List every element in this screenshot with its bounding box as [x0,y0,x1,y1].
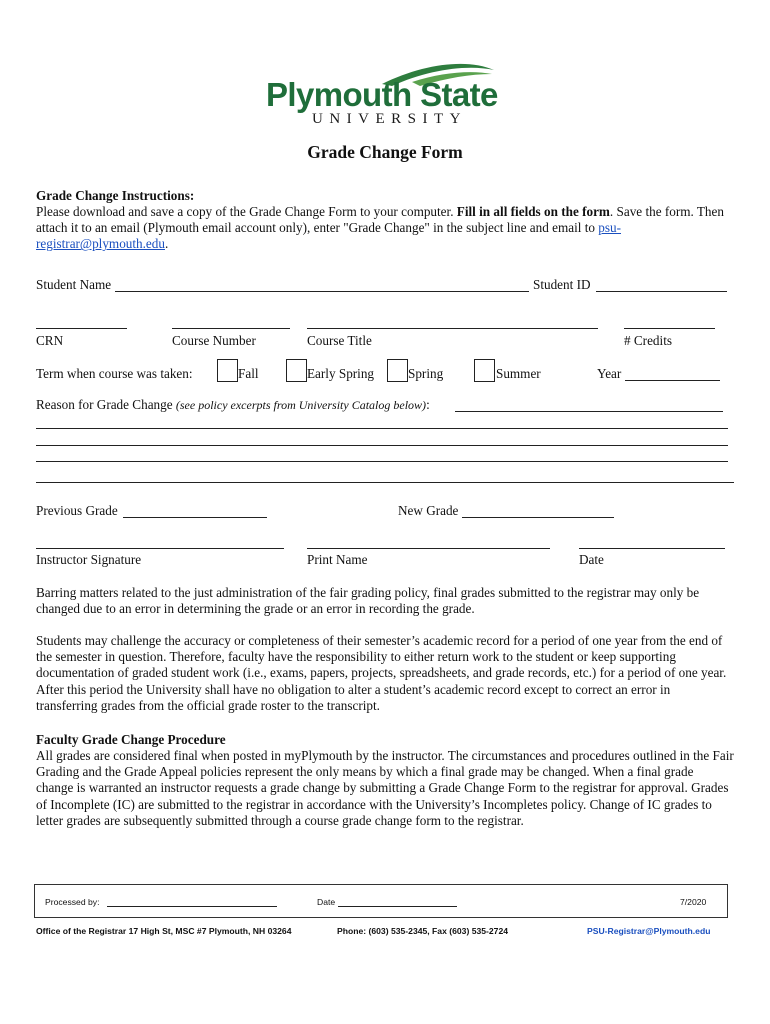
university-logo [262,58,502,130]
year-label: Year [597,366,622,381]
course-title-label: Course Title [307,333,372,348]
print-name-label: Print Name [307,552,368,567]
office-email-link[interactable]: PSU-Registrar@Plymouth.edu [587,926,711,936]
instructions-text-3: . [164,236,169,252]
reason-note: (see policy excerpts from University Catalog below) [175,398,427,412]
new-grade-field[interactable] [462,517,614,518]
instructions-text [36,204,734,253]
student-id-label: Student ID [533,277,591,292]
reason-field-line-3[interactable] [36,445,728,446]
term-summer-checkbox[interactable] [474,359,495,382]
reason-field-line-1[interactable] [455,411,723,412]
student-id-field[interactable] [596,291,727,292]
course-number-field[interactable] [172,328,290,329]
term-label: Term when course was taken: [36,366,193,381]
crn-field[interactable] [36,328,127,329]
office-address: Office of the Registrar 17 High St, MSC #7 Plymouth, NH 03264 [36,926,292,936]
reason-field-line-2[interactable] [36,428,728,429]
term-fall-label: Fall [238,366,259,381]
instructions-heading: Grade Change Instructions: [36,188,195,203]
instructions-text-1: Please download and save a copy of the Grade Change Form to your computer. [36,204,457,219]
term-fall-checkbox[interactable] [217,359,238,382]
registrar-email-link[interactable]: psu-registrar@plymouth.edu [36,220,621,252]
course-number-label: Course Number [172,333,256,348]
course-title-field[interactable] [307,328,598,329]
processed-date-label: Date [317,897,336,907]
signature-date-field[interactable] [579,548,725,549]
credits-label: # Credits [624,333,672,348]
policy-paragraph-2: Students may challenge the accuracy or completeness of their semester’s academic record for a period of one year from the end of the semester in question. Therefore, faculty have the responsibility to either return work to the student or keep supporting documentation of graded student work (i.e., exams, papers, projects, spreadsheets, and grade records, etc.) for a period of one year. After this period the University shall have no obligation to alter a student’s academic record except to correct an error in transferring grades from the official grade roster to the transcript. [36,633,727,713]
term-spring-label: Spring [408,366,444,381]
instructions-text-2: . Save the form. Then attach it to an email (Plymouth email account only), enter "Grade Change" in the subject line and email to [36,204,724,236]
term-summer-label: Summer [496,366,541,381]
student-name-field[interactable] [115,291,529,292]
procedure-paragraph: All grades are considered final when posted in myPlymouth by the instructor. The circumstances and procedures outlined in the Fair Grading and the Grade Appeal policies represent the only means by which a final grade may be changed. When a final grade change is warranted an instructor requests a grade change by submitting a Grade Change Form to the registrar for approval. Grades of Incomplete (IC) are submitted to the registrar in accordance with the University’s Incompletes policy. Change of IC grades to letter grades are subsequently submitted through a course grade change form to the registrar. [36,748,734,828]
previous-grade-label: Previous Grade [36,503,118,518]
instructor-signature-field[interactable] [36,548,284,549]
reason-field-line-4[interactable] [36,461,728,462]
instructor-signature-label: Instructor Signature [36,552,142,567]
logo-wordmark: Plymouth State [266,76,498,113]
crn-label: CRN [36,333,64,348]
office-use-box [34,884,728,918]
logo-subtitle: UNIVERSITY [312,111,467,127]
page-title: Grade Change Form [307,142,463,162]
office-phone: Phone: (603) 535-2345, Fax (603) 535-2724 [337,926,509,936]
policy-paragraph-1: Barring matters related to the just administration of the fair grading policy, final grades submitted to the registrar may only be changed due to an error in determining the grade or an error in recording the grade. [36,585,700,617]
processed-date-field[interactable] [338,906,457,907]
previous-grade-field[interactable] [123,517,267,518]
term-early-spring-checkbox[interactable] [286,359,307,382]
credits-field[interactable] [624,328,715,329]
student-name-label: Student Name [36,277,112,292]
reason-colon: : [426,397,430,412]
term-spring-checkbox[interactable] [387,359,408,382]
year-field[interactable] [625,380,720,381]
processed-by-label: Processed by: [45,897,100,907]
signature-date-label: Date [579,552,604,567]
section-divider [36,482,734,483]
new-grade-label: New Grade [398,503,459,518]
reason-label [36,397,430,413]
print-name-field[interactable] [307,548,550,549]
processed-by-field[interactable] [107,906,277,907]
procedure-heading: Faculty Grade Change Procedure [36,732,226,747]
instructions-bold: Fill in all fields on the form [456,204,610,219]
form-version: 7/2020 [680,897,707,907]
term-early-spring-label: Early Spring [307,366,375,381]
reason-label-text: Reason for Grade Change [36,397,176,412]
